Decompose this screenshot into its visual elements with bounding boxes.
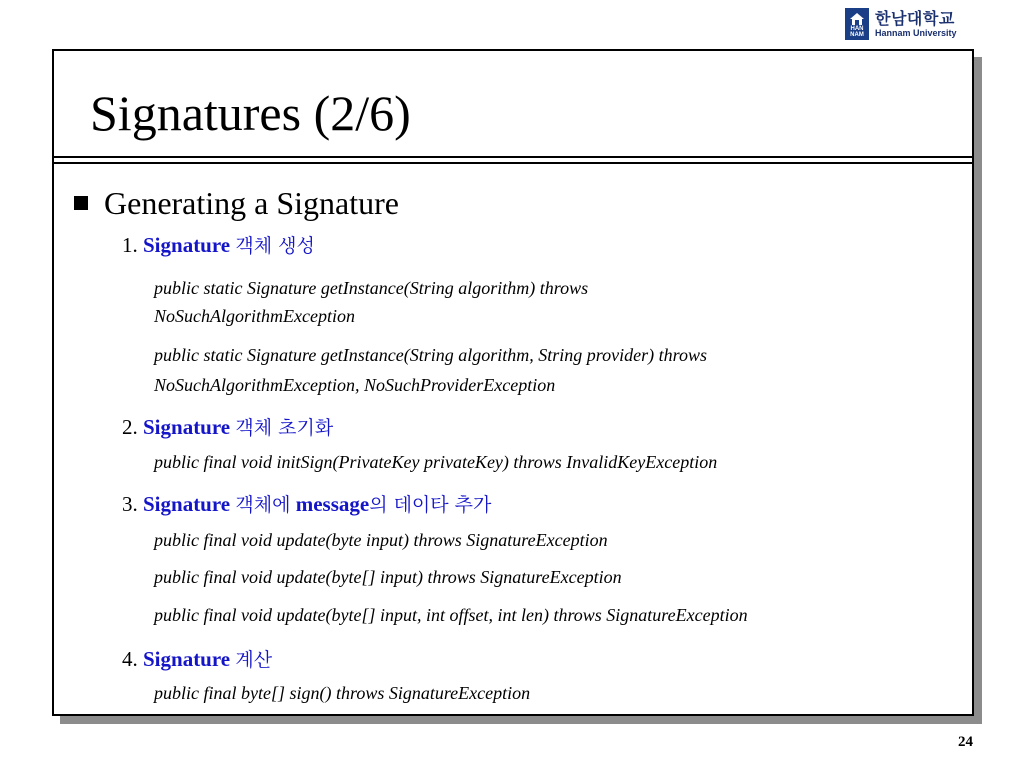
signature-line: public static Signature getInstance(String algorithm) throws <box>154 278 589 298</box>
step-number: 4. <box>122 647 138 671</box>
page-title: Signatures (2/6) <box>90 85 411 141</box>
step-1 <box>122 231 315 260</box>
slide-frame <box>52 49 974 716</box>
step-korean: 객체 생성 <box>235 235 315 257</box>
signature-line: public final void update(byte[] input, int offset, int len) throws SignatureException <box>154 605 748 625</box>
logo-mark-text-1: HAN <box>850 26 864 32</box>
step-label: Signature <box>143 492 231 516</box>
university-logo <box>845 8 957 40</box>
step-korean: 객체에 <box>235 494 291 516</box>
step-2 <box>122 413 333 442</box>
signature-line: public final void initSign(PrivateKey privateKey) throws InvalidKeyException <box>154 452 718 472</box>
main-bullet <box>74 181 399 225</box>
step-label: Signature <box>143 415 231 439</box>
signature-line: NoSuchAlgorithmException, NoSuchProviderException <box>154 375 556 395</box>
step-korean-suffix: 의 데이타 추가 <box>369 494 492 516</box>
step-4 <box>122 645 272 674</box>
logo-house-icon <box>850 13 864 25</box>
signature-line: NoSuchAlgorithmException <box>154 306 355 326</box>
step-3 <box>122 490 491 519</box>
logo-korean-name: 한남대학교 <box>875 8 955 28</box>
title-divider-top <box>54 156 972 158</box>
step-label: Signature <box>143 647 231 671</box>
step-korean: 계산 <box>235 649 273 671</box>
logo-mark-text-2: NAM <box>850 32 864 38</box>
title-divider-bottom <box>54 162 972 164</box>
step-number: 3. <box>122 492 138 516</box>
section-heading: Generating a Signature <box>104 185 399 221</box>
step-label: Signature <box>143 233 231 257</box>
logo-emblem <box>845 8 869 40</box>
page-number: 24 <box>958 734 973 750</box>
signature-line: public final void update(byte input) throws SignatureException <box>154 530 608 550</box>
signature-line: public final byte[] sign() throws SignatureException <box>154 683 531 703</box>
step-number: 1. <box>122 233 138 257</box>
step-number: 2. <box>122 415 138 439</box>
step-korean: 객체 초기화 <box>235 417 334 439</box>
signature-line: public final void update(byte[] input) throws SignatureException <box>154 567 622 587</box>
signature-line: public static Signature getInstance(String algorithm, String provider) throws <box>154 345 707 365</box>
step-label-message: message <box>295 492 370 516</box>
logo-english-name: Hannam University <box>875 27 957 38</box>
square-bullet-icon <box>74 196 88 210</box>
